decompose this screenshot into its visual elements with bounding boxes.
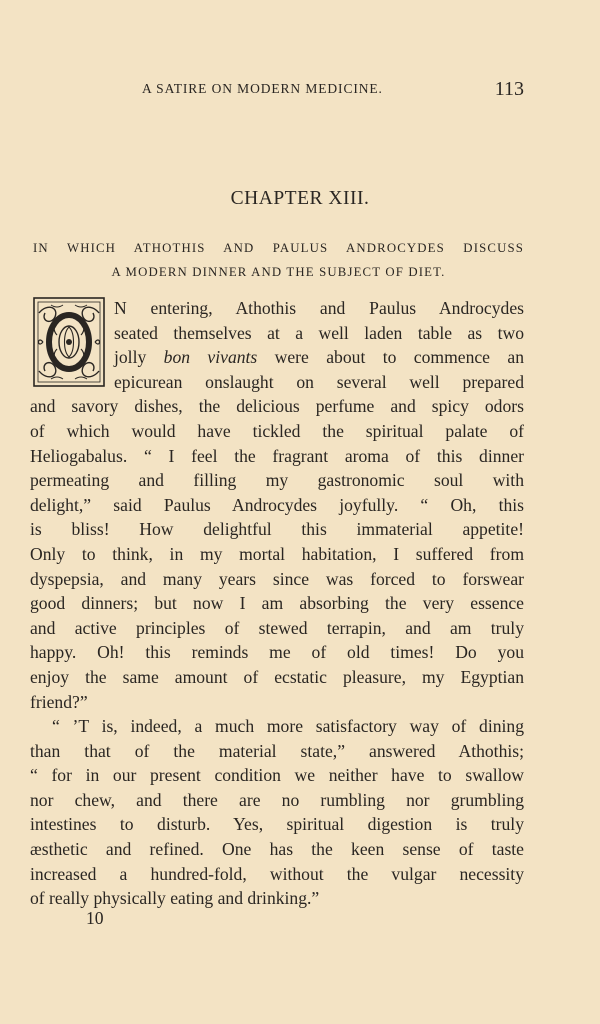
running-title: A SATIRE ON MODERN MEDICINE. <box>142 81 383 96</box>
text-line: “ for in our present condition we neither have to swallow <box>30 765 524 786</box>
text-line: nor chew, and there are no rumbling nor grumbling <box>30 789 524 810</box>
text-line: epicurean onslaught on several well prepared <box>114 371 524 392</box>
text-line: than that of the material state,” answered Athothis; <box>30 740 524 761</box>
text-line: æsthetic and refined. One has the keen sense of taste <box>30 839 524 860</box>
text-line: and savory dishes, the delicious perfume and spicy odors <box>30 396 524 417</box>
text-line: increased a hundred-fold, without the vulgar necessity <box>30 863 524 884</box>
text-line: N entering, Athothis and Paulus Androcydes <box>114 298 524 318</box>
italic-phrase: bon vivants <box>163 347 258 368</box>
text-line: happy. Oh! this reminds me of old times! Do you <box>30 642 524 663</box>
text-fragment: were about to commence an <box>257 347 524 368</box>
text-line: intestines to disturb. Yes, spiritual digestion is truly <box>30 814 524 835</box>
text-line: enjoy the same amount of ecstatic pleasure, my Egyptian <box>30 666 524 687</box>
text-fragment: jolly <box>114 347 164 368</box>
text-line: and active principles of stewed terrapin, and am truly <box>30 617 524 638</box>
text-line-italic <box>114 345 524 370</box>
chapter-subtitle-line: IN WHICH ATHOTHIS AND PAULUS ANDROCYDES DISCUSS <box>33 241 524 255</box>
text-line: Heliogabalus. “ I feel the fragrant aroma of this dinner <box>30 445 524 466</box>
text-line: “ ’T is, indeed, a much more satisfactory way of dining <box>52 716 524 737</box>
page-number: 113 <box>494 78 524 100</box>
text-line: seated themselves at a well laden table as two <box>114 322 524 343</box>
chapter-subtitle-line: A MODERN DINNER AND THE SUBJECT OF DIET. <box>111 265 446 279</box>
signature-mark: 10 <box>86 908 104 928</box>
text-line: good dinners; but now I am absorbing the very essence <box>30 593 524 614</box>
text-line: friend?” <box>30 691 88 712</box>
text-line: is bliss! How delightful this immaterial appetite! <box>30 519 524 540</box>
text-line: of really physically eating and drinking.” <box>30 888 320 909</box>
text-line: dyspepsia, and many years since was forced to forswear <box>30 568 524 589</box>
chapter-heading: CHAPTER XIII. <box>230 188 370 209</box>
running-head <box>142 78 524 100</box>
text-line: of which would have tickled the spiritual palate of <box>30 420 524 441</box>
text-line: permeating and filling my gastronomic soul with <box>30 470 524 491</box>
body-text <box>30 296 524 911</box>
text-line: Only to think, in my mortal habitation, I suffered from <box>30 543 524 564</box>
chapter-subtitle <box>33 236 524 284</box>
text-line: delight,” said Paulus Androcydes joyfully. “ Oh, this <box>30 494 524 515</box>
